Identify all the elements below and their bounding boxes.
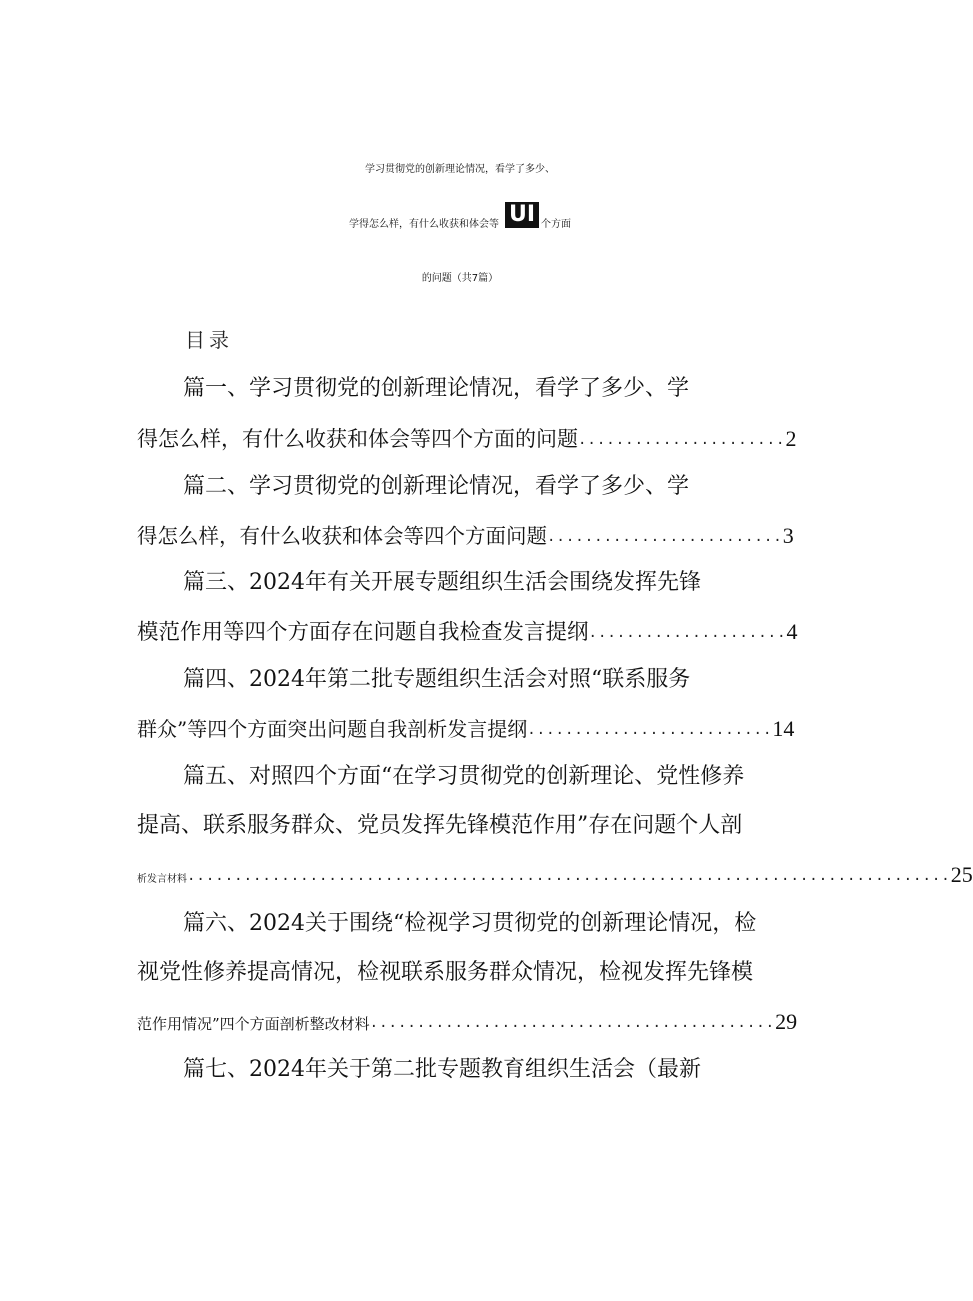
- toc-entry-1-line-2[interactable]: [137, 423, 796, 456]
- toc-entry-6-line-3[interactable]: [137, 1006, 797, 1040]
- document-title-line-2: [100, 198, 820, 252]
- title-line-2-part-a: 学得怎么样，有什么收获和体会等: [348, 219, 499, 230]
- toc-entry-6-line-2[interactable]: 视党性修养提高情况，检视联系服务群众情况，检视发挥先锋模: [137, 960, 754, 985]
- document-title-line-3: 的问题（共7篇）: [421, 273, 499, 284]
- toc-entry-3-leader: .....................: [588, 625, 787, 641]
- toc-entry-4-page: 14: [772, 716, 795, 741]
- toc-entry-6-line-1[interactable]: 篇六、2024关于围绕“检视学习贯彻党的创新理论情况，检: [183, 911, 757, 936]
- toc-entry-6-page: 29: [775, 1009, 798, 1034]
- ocr-artifact-box: UI: [505, 202, 539, 228]
- toc-entry-5-text: 析发言材料: [137, 874, 187, 885]
- document-title-line-1: 学习贯彻党的创新理论情况，看学了多少、: [365, 164, 555, 175]
- toc-entry-5-leader: .................................................................................: [187, 868, 951, 884]
- title-line-2-part-b: 个方面: [541, 219, 572, 230]
- toc-entry-4-line-2[interactable]: [137, 713, 794, 746]
- toc-entry-1-text: 得怎么样，有什么收获和体会等四个方面的问题: [137, 427, 578, 451]
- toc-entry-4-line-1[interactable]: 篇四、2024年第二批专题组织生活会对照“联系服务: [183, 667, 691, 692]
- toc-entry-7-line-1[interactable]: 篇七、2024年关于第二批专题教育组织生活会（最新: [183, 1057, 701, 1082]
- toc-entry-4-leader: ..........................: [527, 722, 773, 738]
- toc-entry-2-line-1[interactable]: 篇二、学习贯彻党的创新理论情况，看学了多少、学: [183, 474, 690, 499]
- toc-entry-1-leader: ......................: [578, 432, 786, 448]
- toc-entry-3-line-2[interactable]: [137, 616, 798, 649]
- toc-entry-6-leader: ...........................................: [369, 1015, 776, 1031]
- toc-entry-3-page: 4: [786, 619, 798, 644]
- toc-entry-1-line-1[interactable]: 篇一、学习贯彻党的创新理论情况，看学了多少、学: [183, 376, 690, 401]
- toc-entry-3-text: 模范作用等四个方面存在问题自我检查发言提纲: [137, 620, 589, 645]
- toc-entry-5-page: 25: [950, 862, 973, 887]
- toc-entry-5-line-3[interactable]: [137, 859, 973, 896]
- toc-entry-3-line-1[interactable]: 篇三、2024年有关开展专题组织生活会围绕发挥先锋: [183, 570, 701, 595]
- toc-entry-6-text: 范作用情况”四个方面剖析整改材料: [137, 1015, 370, 1033]
- toc-heading: 目录: [185, 328, 233, 352]
- toc-entry-5-line-1[interactable]: 篇五、对照四个方面“在学习贯彻党的创新理论、党性修养: [183, 764, 745, 789]
- toc-entry-2-line-2[interactable]: [137, 520, 794, 553]
- toc-entry-1-page: 2: [785, 426, 797, 451]
- toc-entry-2-text: 得怎么样，有什么收获和体会等四个方面问题: [137, 524, 547, 548]
- toc-entry-2-leader: .........................: [547, 529, 783, 545]
- toc-entry-2-page: 3: [782, 523, 794, 548]
- toc-entry-5-line-2[interactable]: 提高、联系服务群众、党员发挥先锋模范作用”存在问题个人剖: [137, 813, 743, 838]
- toc-entry-4-text: 群众”等四个方面突出问题自我剖析发言提纲: [137, 717, 528, 741]
